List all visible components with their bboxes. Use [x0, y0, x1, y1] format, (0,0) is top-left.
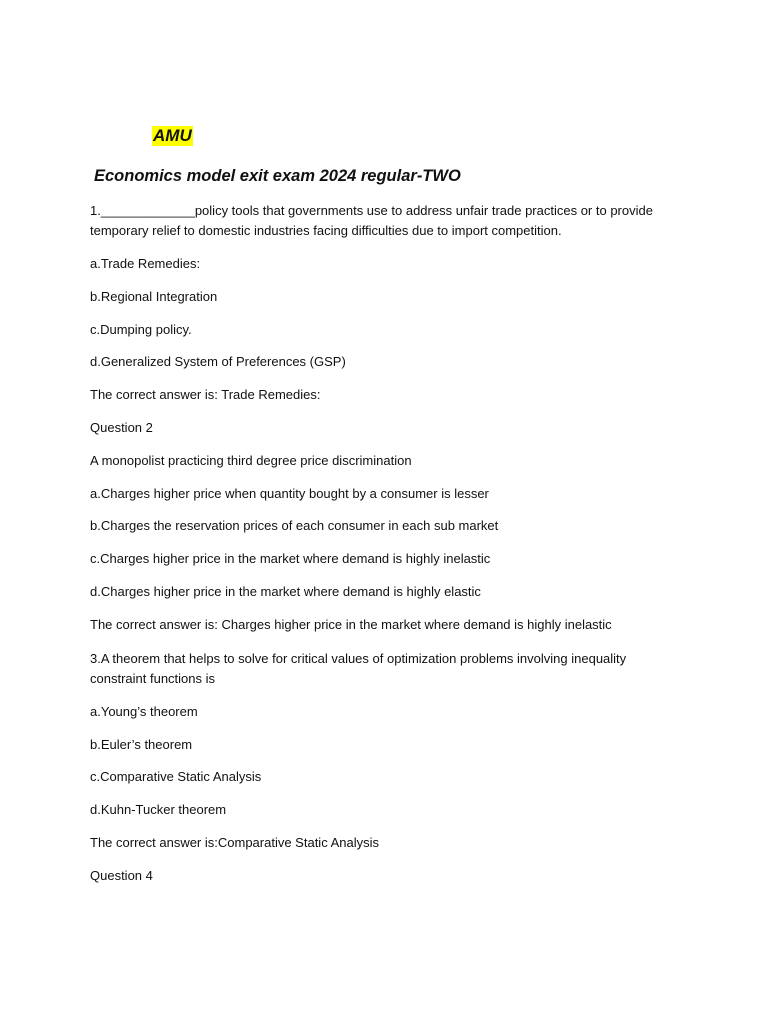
question-1-prompt: 1._____________policy tools that governments use to address unfair trade practices or to provide temporary relief to domestic industries facing difficulties due to import competition. — [90, 203, 653, 238]
question-3-option-a: a.Young’s theorem — [90, 704, 198, 719]
question-4-heading: Question 4 — [90, 868, 153, 883]
question-3-option-c: c.Comparative Static Analysis — [90, 769, 262, 784]
question-3-answer: The correct answer is:Comparative Static Analysis — [90, 835, 379, 850]
question-2-option-d: d.Charges higher price in the market where demand is highly elastic — [90, 584, 481, 599]
question-2-option-b: b.Charges the reservation prices of each consumer in each sub market — [90, 518, 499, 533]
question-2-prompt: A monopolist practicing third degree price discrimination — [90, 453, 412, 468]
question-3-option-d: d.Kuhn-Tucker theorem — [90, 802, 227, 817]
question-1-answer: The correct answer is: Trade Remedies: — [90, 387, 321, 402]
question-2-option-c: c.Charges higher price in the market where demand is highly inelastic — [90, 551, 491, 566]
question-2-heading: Question 2 — [90, 420, 153, 435]
institution-label: AMU — [153, 126, 192, 145]
question-3-option-b: b.Euler’s theorem — [90, 737, 193, 752]
question-1-option-b: b.Regional Integration — [90, 289, 218, 304]
question-2-answer: The correct answer is: Charges higher price in the market where demand is highly inelastic — [90, 617, 612, 632]
question-3-prompt: 3.A theorem that helps to solve for critical values of optimization problems involving inequality constraint functions is — [90, 651, 627, 686]
exam-title: Economics model exit exam 2024 regular-TWO — [94, 167, 461, 185]
question-1-option-c: c.Dumping policy. — [90, 322, 192, 337]
question-1-option-d: d.Generalized System of Preferences (GSP) — [90, 354, 346, 369]
question-2-option-a: a.Charges higher price when quantity bought by a consumer is lesser — [90, 486, 489, 501]
question-1-option-a: a.Trade Remedies: — [90, 256, 201, 271]
